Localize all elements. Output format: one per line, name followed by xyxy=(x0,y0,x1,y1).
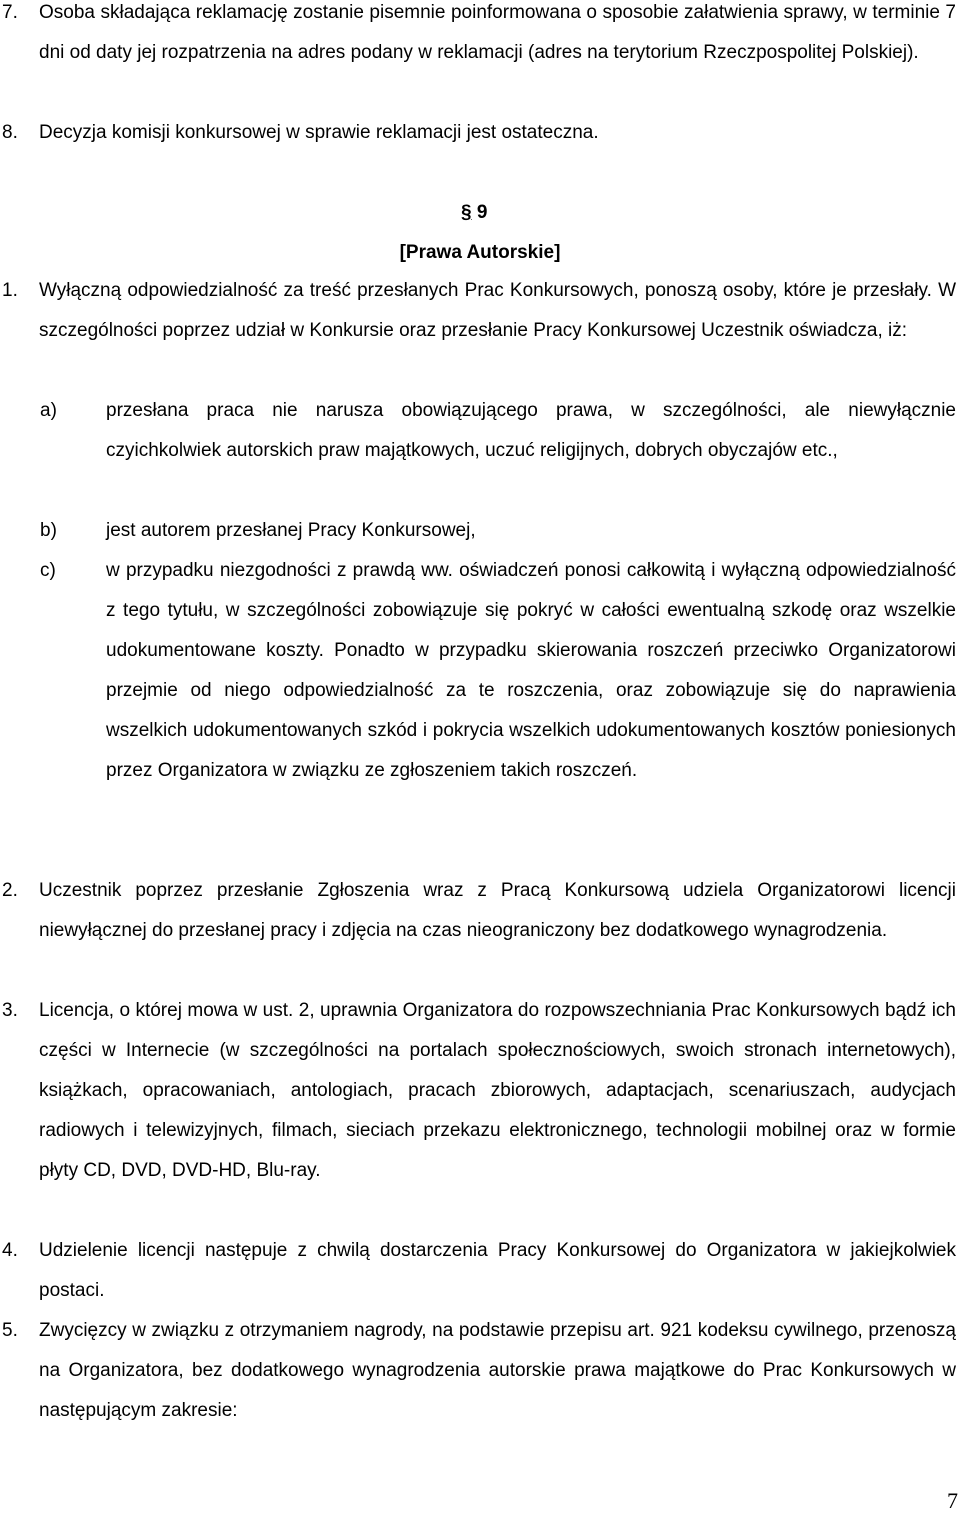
paragraph-item-8: Decyzja komisji konkursowej w sprawie reklamacji jest ostateczna. xyxy=(39,122,599,143)
sub-label: a) xyxy=(40,400,57,421)
paragraph-item-7: Osoba składająca reklamację zostanie pisemnie poinformowana o sposobie załatwienia sprawy, w terminie 7 dni od daty jej rozpatrzenia na adres podany w reklamacji (adres na terytorium Rzeczpospolitej Polskiej). xyxy=(39,2,956,63)
paragraph-point-4: Udzielenie licencji następuje z chwilą dostarczenia Pracy Konkursowej do Organizatora w jakiejkolwiek postaci. xyxy=(39,1240,956,1301)
subpoint-a: przesłana praca nie narusza obowiązującego prawa, w szczególności, ale niewyłącznie czyichkolwiek autorskich praw majątkowych, uczuć religijnych, dobrych obyczajów etc., xyxy=(106,400,956,461)
item-number: 4. xyxy=(2,1240,18,1261)
section-sign: § xyxy=(461,202,472,223)
item-number: 3. xyxy=(2,1000,18,1021)
section-title: [Prawa Autorskie] xyxy=(399,242,561,263)
paragraph-point-1: Wyłączną odpowiedzialność za treść przesłanych Prac Konkursowych, ponoszą osoby, które je przesłały. W szczególności poprzez udział w Konkursie oraz przesłanie Pracy Konkursowej Uczestnik oświadcza, iż: xyxy=(39,280,956,341)
item-number: 1. xyxy=(2,280,18,301)
item-number: 7. xyxy=(2,2,18,23)
subpoint-b: jest autorem przesłanej Pracy Konkursowej, xyxy=(106,520,476,541)
subpoint-c: w przypadku niezgodności z prawdą ww. oświadczeń ponosi całkowitą i wyłączną odpowiedzialność z tego tytułu, w szczególności zobowiązuje się pokryć w całości ewentualną szkodę oraz wszelkie udokumentowane koszty. Ponadto w przypadku skierowania roszczeń przeciwko Organizatorowi przejmie od niego odpowiedzialność za te roszczenia, oraz zobowiązuje się do naprawienia wszelkich udokumentowanych szkód i pokrycia wszelkich udokumentowanych kosztów poniesionych przez Organizatora w związku ze zgłoszeniem takich roszczeń. xyxy=(106,560,956,781)
item-number: 8. xyxy=(2,122,18,143)
section-number-value: 9 xyxy=(476,202,488,223)
item-number: 2. xyxy=(2,880,18,901)
paragraph-point-2: Uczestnik poprzez przesłanie Zgłoszenia wraz z Pracą Konkursową udziela Organizatorowi licencji niewyłącznej do przesłanej pracy i zdjęcia na czas nieograniczony bez dodatkowego wynagrodzenia. xyxy=(39,880,956,941)
page-number: 7 xyxy=(947,1488,958,1513)
paragraph-point-3: Licencja, o której mowa w ust. 2, uprawnia Organizatora do rozpowszechniania Prac Konkursowych bądź ich części w Internecie (w szczególności na portalach społecznościowych, swoich stronach internetowych), książkach, opracowaniach, antologiach, pracach zbiorowych, adaptacjach, scenariuszach, audycjach radiowych i telewizyjnych, filmach, sieciach przekazu elektronicznego, technologii mobilnej oraz w formie płyty CD, DVD, DVD-HD, Blu-ray. xyxy=(39,1000,956,1181)
item-number: 5. xyxy=(2,1320,18,1341)
paragraph-point-5: Zwycięzcy w związku z otrzymaniem nagrody, na podstawie przepisu art. 921 kodeksu cywilnego, przenoszą na Organizatora, bez dodatkowego wynagrodzenia autorskie prawa majątkowe do Prac Konkursowych w następującym zakresie: xyxy=(39,1320,956,1421)
section-number xyxy=(461,198,501,228)
sub-label: c) xyxy=(40,560,56,581)
sub-label: b) xyxy=(40,520,57,541)
